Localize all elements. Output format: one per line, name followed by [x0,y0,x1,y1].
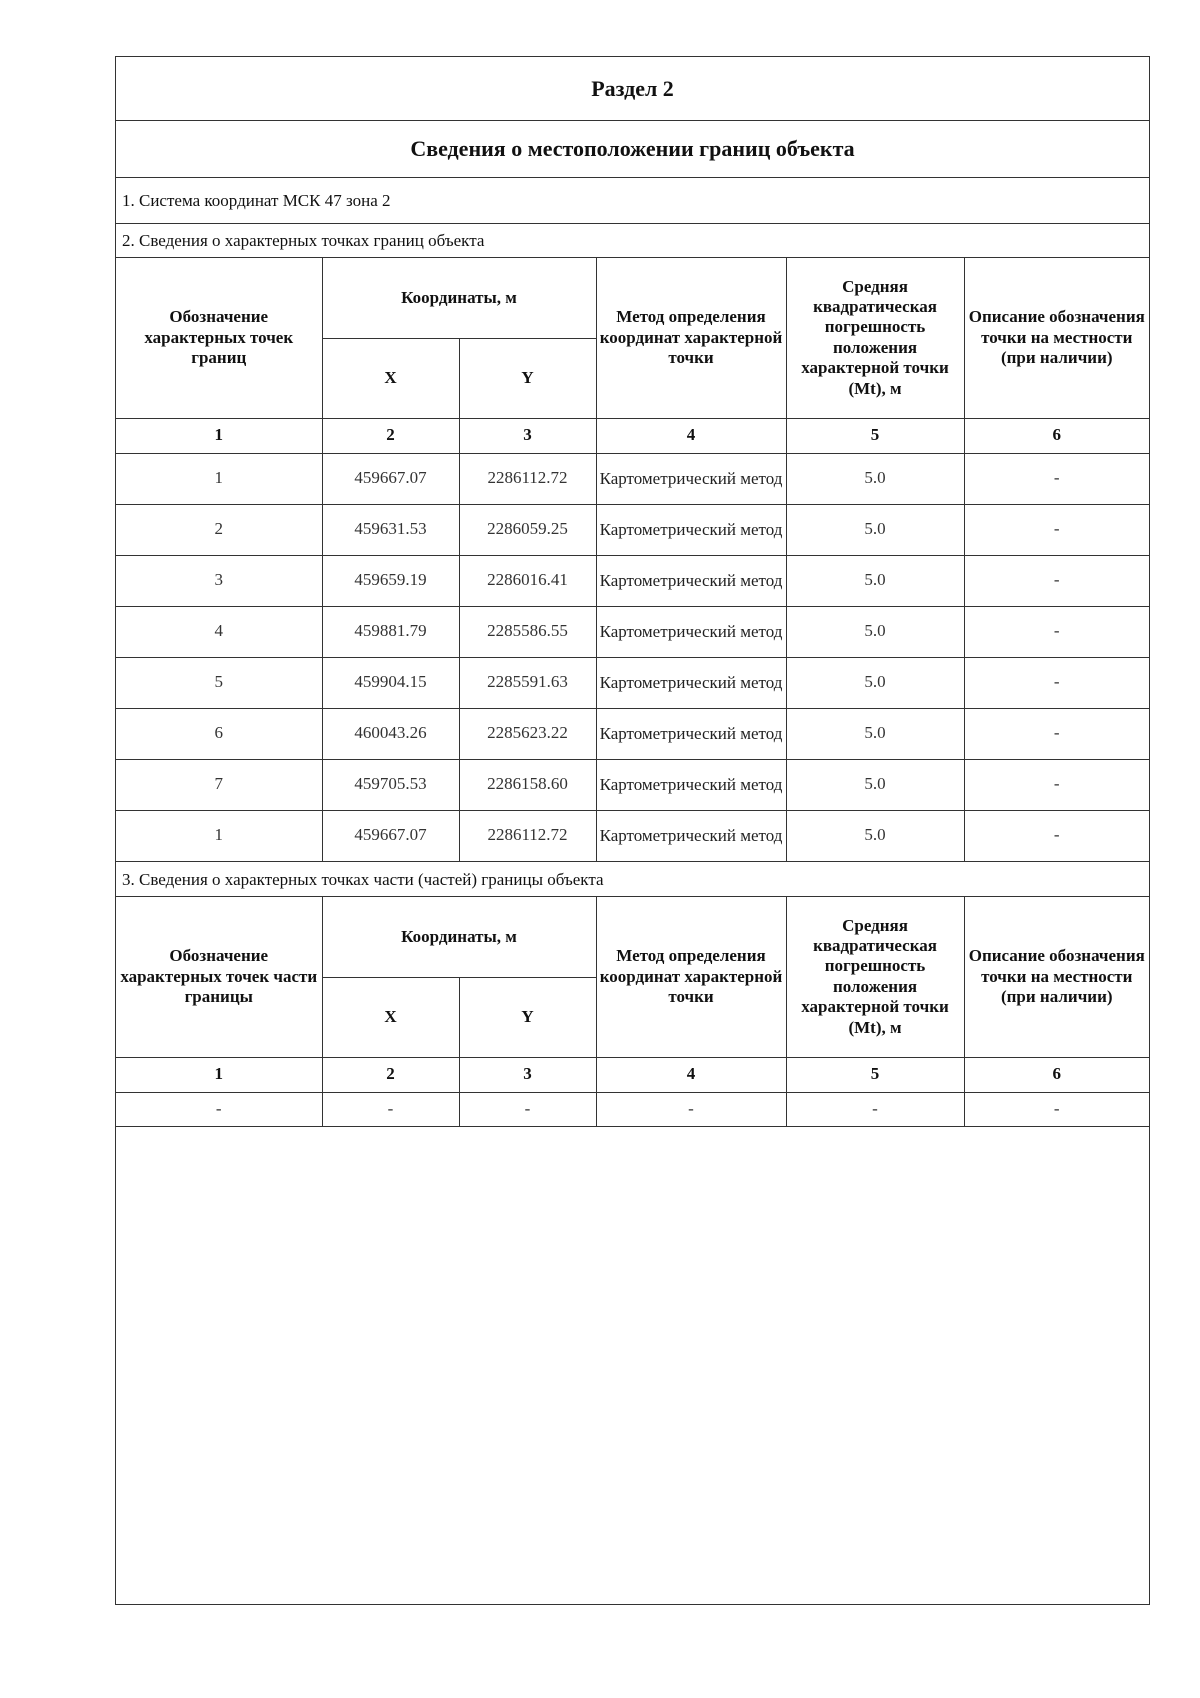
coord-x: 459667.07 [322,453,459,504]
header-x: X [322,338,459,418]
coord-x: 459659.19 [322,555,459,606]
header-coordinates: Координаты, м [322,897,596,977]
column-numbers-row [116,1057,1149,1092]
column-number: 3 [459,418,596,453]
table-row [116,810,1149,861]
coord-y: 2286112.72 [459,810,596,861]
error-cell: 5.0 [786,708,964,759]
point-id: 1 [116,810,322,861]
table-row [116,759,1149,810]
cell: - [459,1092,596,1126]
table-row [116,453,1149,504]
method-cell: Картометрический метод [596,708,786,759]
header-y: Y [459,338,596,418]
table-row [116,708,1149,759]
error-cell: 5.0 [786,759,964,810]
description-cell: - [964,810,1149,861]
table-row [116,1092,1149,1126]
cell: - [322,1092,459,1126]
points-section-label: 2. Сведения о характерных точках границ объекта [116,224,1149,258]
header-error: Средняя квадратическая погрешность положения характерной точки (Mt), м [786,258,964,418]
cell: - [116,1092,322,1126]
column-number: 2 [322,1057,459,1092]
description-cell: - [964,606,1149,657]
header-coordinates: Координаты, м [322,258,596,338]
column-number: 6 [964,1057,1149,1092]
error-cell: 5.0 [786,504,964,555]
header-y: Y [459,977,596,1057]
table-row [116,606,1149,657]
point-id: 4 [116,606,322,657]
column-number: 4 [596,1057,786,1092]
section-title: Раздел 2 [116,57,1149,121]
error-cell: 5.0 [786,657,964,708]
boundary-points-table [116,258,1149,862]
coord-x: 459705.53 [322,759,459,810]
column-number: 5 [786,1057,964,1092]
cell: - [964,1092,1149,1126]
coord-y: 2286158.60 [459,759,596,810]
method-cell: Картометрический метод [596,606,786,657]
header-method: Метод определения координат характерной точки [596,258,786,418]
cell: - [596,1092,786,1126]
table-row [116,555,1149,606]
header-description: Описание обозначения точки на местности (при наличии) [964,897,1149,1057]
cell: - [786,1092,964,1126]
method-cell: Картометрический метод [596,657,786,708]
column-number: 2 [322,418,459,453]
coord-x: 459631.53 [322,504,459,555]
error-cell: 5.0 [786,810,964,861]
error-cell: 5.0 [786,606,964,657]
method-cell: Картометрический метод [596,555,786,606]
column-numbers-row [116,418,1149,453]
coord-y: 2285591.63 [459,657,596,708]
description-cell: - [964,708,1149,759]
method-cell: Картометрический метод [596,504,786,555]
description-cell: - [964,759,1149,810]
table-row [116,657,1149,708]
column-number: 1 [116,418,322,453]
error-cell: 5.0 [786,453,964,504]
column-number: 5 [786,418,964,453]
header-designation-parts: Обозначение характерных точек части границы [116,897,322,1057]
column-number: 4 [596,418,786,453]
header-error: Средняя квадратическая погрешность положения характерной точки (Mt), м [786,897,964,1057]
error-cell: 5.0 [786,555,964,606]
point-id: 7 [116,759,322,810]
header-x: X [322,977,459,1057]
coord-x: 459904.15 [322,657,459,708]
coordinate-system-line: 1. Система координат МСК 47 зона 2 [116,178,1149,224]
table-row [116,504,1149,555]
description-cell: - [964,504,1149,555]
point-id: 2 [116,504,322,555]
method-cell: Картометрический метод [596,810,786,861]
document-frame [115,56,1150,1605]
column-number: 6 [964,418,1149,453]
description-cell: - [964,453,1149,504]
header-method: Метод определения координат характерной точки [596,897,786,1057]
coord-y: 2285586.55 [459,606,596,657]
header-description: Описание обозначения точки на местности (при наличии) [964,258,1149,418]
coord-y: 2286112.72 [459,453,596,504]
coord-y: 2286059.25 [459,504,596,555]
column-number: 1 [116,1057,322,1092]
description-cell: - [964,555,1149,606]
header-designation: Обозначение характерных точек границ [116,258,322,418]
point-id: 6 [116,708,322,759]
point-id: 1 [116,453,322,504]
method-cell: Картометрический метод [596,759,786,810]
coord-x: 459881.79 [322,606,459,657]
coord-y: 2285623.22 [459,708,596,759]
column-number: 3 [459,1057,596,1092]
parts-section-label: 3. Сведения о характерных точках части (частей) границы объекта [116,863,1149,897]
coord-x: 459667.07 [322,810,459,861]
point-id: 3 [116,555,322,606]
method-cell: Картометрический метод [596,453,786,504]
part-points-table [116,897,1149,1127]
section-subtitle: Сведения о местоположении границ объекта [116,121,1149,178]
coord-y: 2286016.41 [459,555,596,606]
point-id: 5 [116,657,322,708]
coord-x: 460043.26 [322,708,459,759]
description-cell: - [964,657,1149,708]
